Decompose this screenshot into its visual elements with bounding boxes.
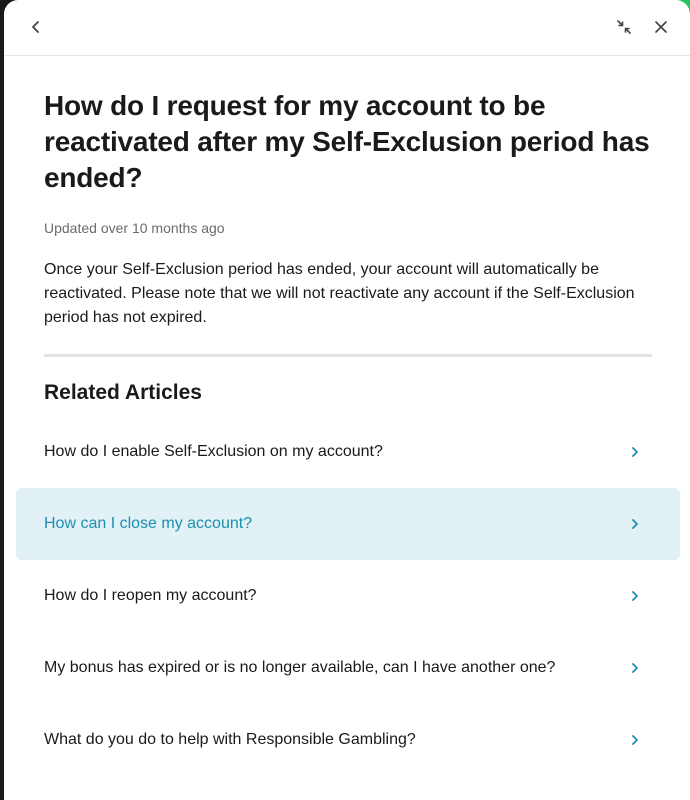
related-article-item[interactable] — [16, 704, 680, 776]
close-icon — [654, 20, 668, 34]
related-article-item[interactable] — [16, 632, 680, 704]
related-articles-list — [16, 416, 680, 776]
collapse-icon — [616, 19, 632, 35]
related-articles-heading: Related Articles — [44, 381, 202, 404]
section-divider — [44, 354, 652, 357]
back-button[interactable] — [22, 13, 50, 41]
chevron-right-icon — [630, 662, 640, 674]
related-article-item[interactable] — [16, 488, 680, 560]
chevron-right-icon — [630, 518, 640, 530]
related-article-label: How do I reopen my account? — [44, 587, 257, 604]
article-updated-time: Updated over 10 months ago — [44, 220, 225, 236]
panel-header — [4, 0, 690, 56]
related-article-item[interactable] — [16, 416, 680, 488]
article-body: Once your Self-Exclusion period has ended, your account will automatically be reactivated. Please note that we will not reactivate any account if the Self-Exclusion period has not expired. — [44, 261, 635, 326]
help-article-panel — [4, 0, 690, 800]
close-button[interactable] — [647, 13, 675, 41]
related-article-item[interactable] — [16, 560, 680, 632]
article-content — [4, 56, 690, 405]
related-article-label: How do I enable Self-Exclusion on my account? — [44, 443, 383, 460]
related-article-label: What do you do to help with Responsible Gambling? — [44, 731, 416, 748]
related-article-label: How can I close my account? — [44, 515, 253, 532]
chevron-right-icon — [630, 590, 640, 602]
chevron-left-icon — [29, 20, 43, 34]
collapse-button[interactable] — [610, 13, 638, 41]
chevron-right-icon — [630, 734, 640, 746]
related-article-label: My bonus has expired or is no longer available, can I have another one? — [44, 659, 556, 676]
chevron-right-icon — [630, 446, 640, 458]
article-title: How do I request for my account to be reactivated after my Self-Exclusion period has ended? — [44, 90, 650, 193]
